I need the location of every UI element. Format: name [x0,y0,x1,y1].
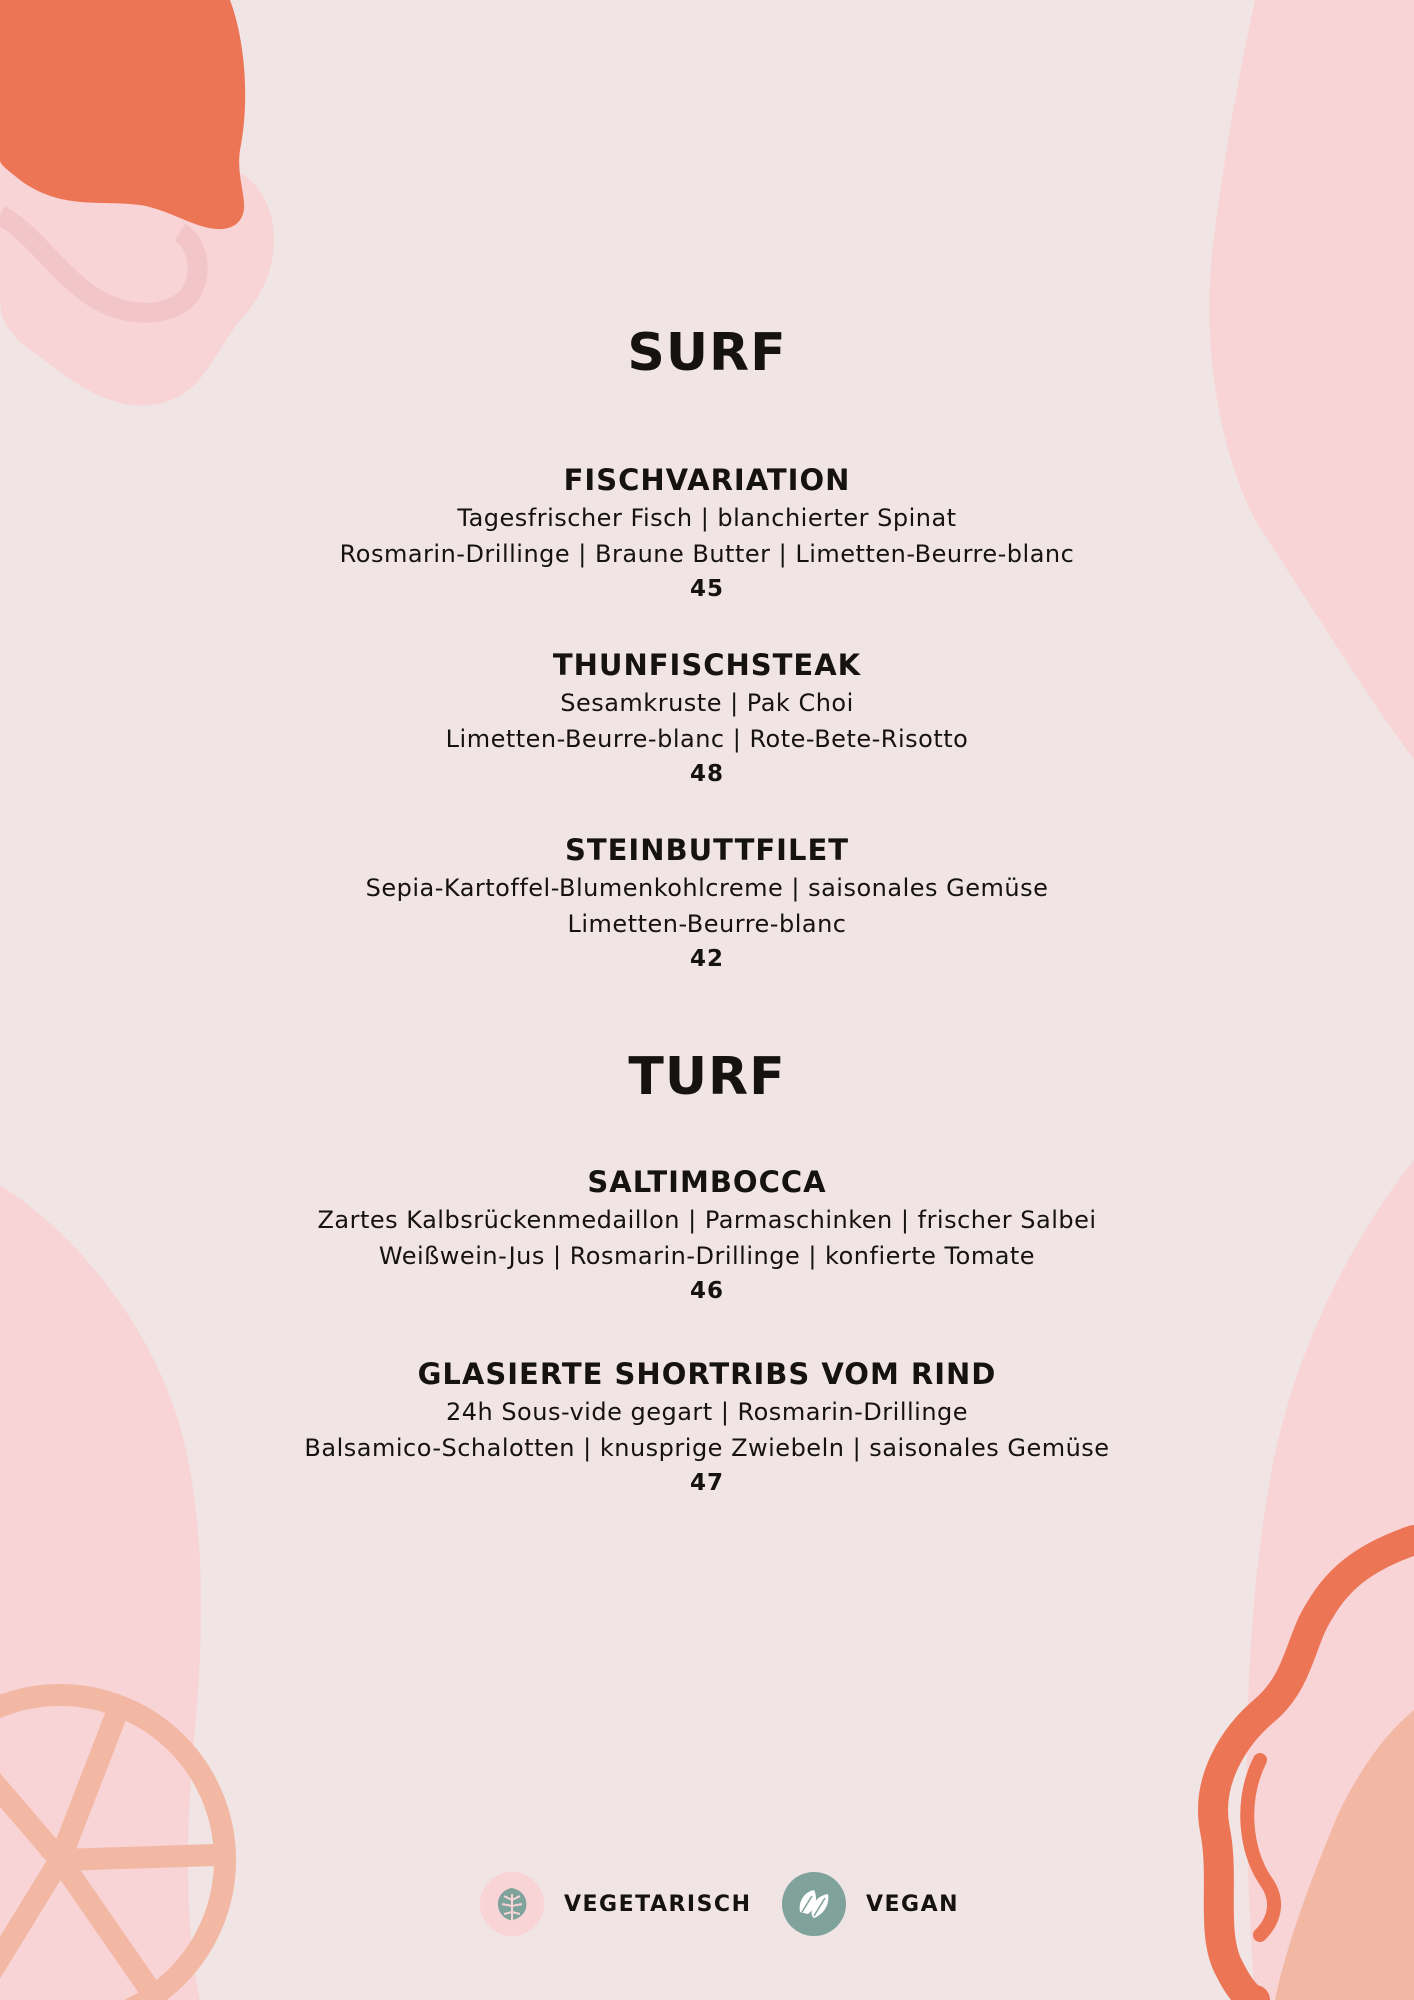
dish-description-line: Limetten-Beurre-blanc [567,910,847,938]
dish-description-line: Limetten-Beurre-blanc | Rote-Bete-Risotto [445,725,969,753]
dish-description-line: Sepia-Kartoffel-Blumenkohlcreme | saisonales Gemüse [365,874,1049,902]
dish-description-line: Tagesfrischer Fisch | blanchierter Spinat [457,504,957,532]
dish-name: FISCHVARIATION [563,463,851,497]
dish-description-line: Zartes Kalbsrückenmedaillon | Parmaschinken | frischer Salbei [317,1206,1097,1234]
dish-description-line: Weißwein-Jus | Rosmarin-Drillinge | konfierte Tomate [378,1242,1036,1270]
dish-price: 48 [689,761,724,787]
dish-description-line: Balsamico-Schalotten | knusprige Zwiebeln | saisonales Gemüse [304,1434,1110,1462]
dish-price: 46 [689,1278,724,1304]
dish-description-line: 24h Sous-vide gegart | Rosmarin-Drillinge [445,1398,969,1426]
dish-price: 47 [689,1470,724,1496]
legend-vegetarian [480,1872,752,1936]
dish-thunfischsteak [0,645,1414,791]
dish-steinbuttfilet [0,830,1414,976]
dish-saltimbocca [0,1162,1414,1308]
legend-vegan [782,1872,959,1936]
dish-name: THUNFISCHSTEAK [552,648,862,682]
dish-name: GLASIERTE SHORTRIBS VOM RIND [417,1357,997,1391]
section-title-turf: TURF [628,1047,786,1107]
section-title-surf: SURF [627,323,787,383]
dish-price: 45 [689,576,724,602]
dish-price: 42 [689,946,724,972]
dish-glasierte-shortribs [0,1354,1414,1500]
dish-name: STEINBUTTFILET [564,833,850,867]
dish-description-line: Sesamkruste | Pak Choi [560,689,854,717]
monstera-leaf-icon [782,1872,846,1936]
dish-name: SALTIMBOCCA [587,1165,827,1199]
legend-label-vegan: VEGAN [866,1891,960,1917]
dish-fischvariation [0,460,1414,606]
monstera-leaf-icon [480,1872,544,1936]
diet-legend [0,1872,1414,1936]
dish-description-line: Rosmarin-Drillinge | Braune Butter | Limetten-Beurre-blanc [339,540,1075,568]
legend-label-vegetarian: VEGETARISCH [564,1891,752,1917]
